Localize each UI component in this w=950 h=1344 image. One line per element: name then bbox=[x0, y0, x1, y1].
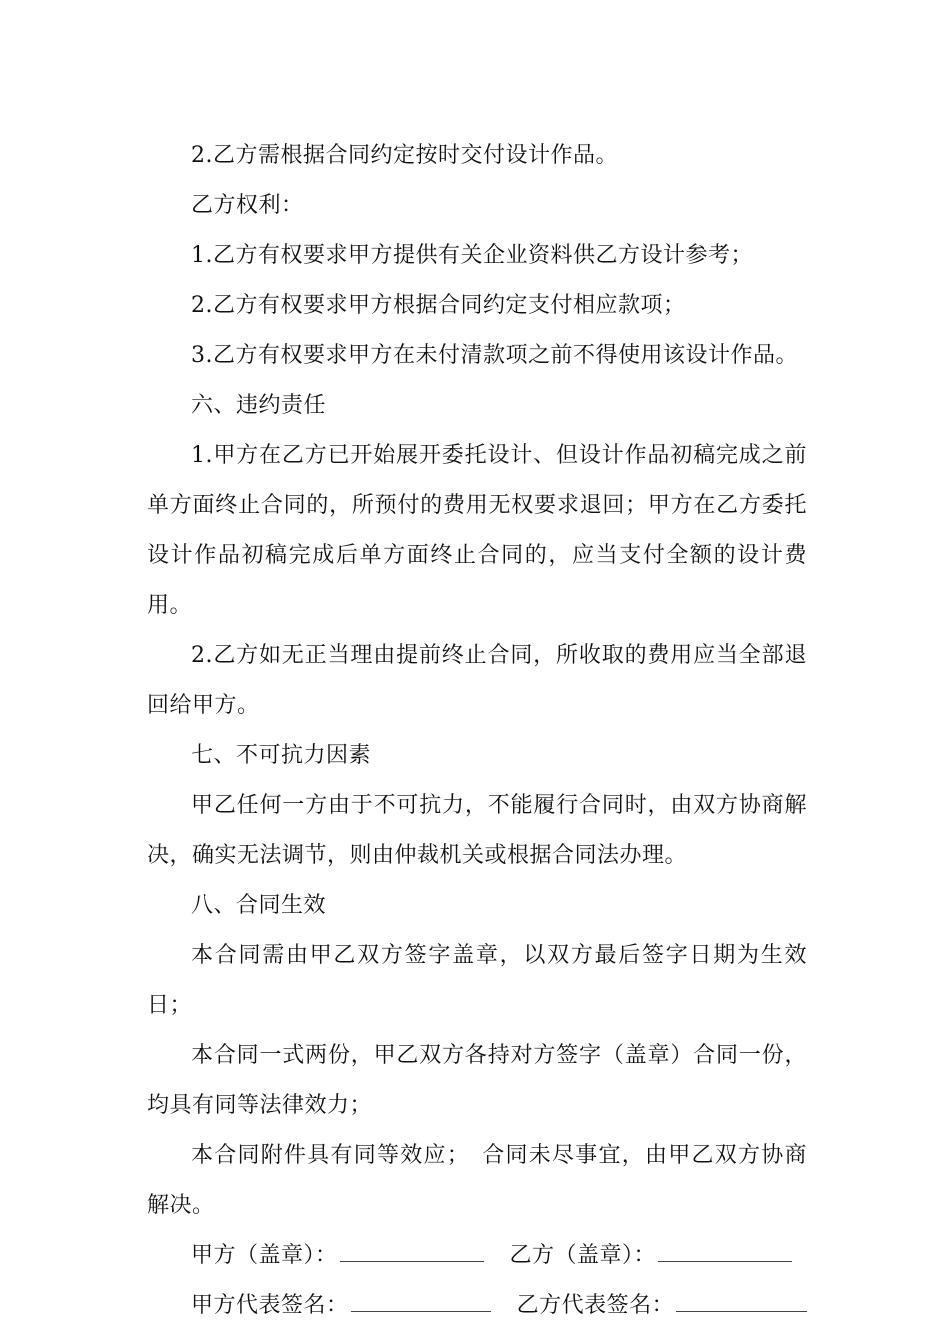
party-b-seal-blank[interactable] bbox=[658, 1233, 792, 1262]
party-b-seal-label: 乙方（盖章）： bbox=[509, 1243, 657, 1268]
clause-force-majeure: 甲乙任何一方由于不可抗力，不能履行合同时，由双方协商解决，确实无法调节，则由仲裁机关或根据合同法办理。 bbox=[147, 793, 807, 868]
party-b-rep-label: 乙方代表签名： bbox=[516, 1293, 675, 1318]
rep-signature-row bbox=[147, 1281, 807, 1331]
section-heading-effect: 八、合同生效 bbox=[191, 893, 327, 918]
clause-b-right-1: 1.乙方有权要求甲方提供有关企业资料供乙方设计参考； bbox=[191, 243, 753, 268]
clause-effect-1: 本合同需由甲乙双方签字盖章，以双方最后签字日期为生效日； bbox=[147, 943, 807, 1018]
party-b-rep-blank[interactable] bbox=[676, 1283, 807, 1312]
clause-breach-2: 2.乙方如无正当理由提前终止合同，所收取的费用应当全部退回给甲方。 bbox=[147, 643, 807, 718]
clause-b-right-2: 2.乙方有权要求甲方根据合同约定支付相应款项； bbox=[191, 293, 686, 318]
clause-effect-2: 本合同一式两份，甲乙双方各持对方签字（盖章）合同一份，均具有同等法律效力； bbox=[147, 1043, 807, 1118]
party-a-seal-blank[interactable] bbox=[340, 1233, 484, 1262]
seal-signature-row bbox=[147, 1231, 807, 1281]
party-a-rep-label: 甲方代表签名： bbox=[191, 1293, 349, 1318]
party-a-rep-blank[interactable] bbox=[351, 1283, 492, 1312]
section-heading-force-majeure: 七、不可抗力因素 bbox=[191, 743, 372, 768]
section-heading-breach: 六、违约责任 bbox=[191, 393, 327, 418]
clause-b-right-3: 3.乙方有权要求甲方在未付清款项之前不得使用该设计作品。 bbox=[191, 343, 798, 368]
clause-breach-1: 1.甲方在乙方已开始展开委托设计、但设计作品初稿完成之前单方面终止合同的，所预付的费用无权要求退回；甲方在乙方委托设计作品初稿完成后单方面终止合同的，应当支付全额的设计费用。 bbox=[147, 443, 807, 618]
heading-b-rights: 乙方权利： bbox=[191, 193, 304, 218]
party-a-seal-label: 甲方（盖章）： bbox=[191, 1243, 338, 1268]
clause-effect-3: 本合同附件具有同等效应； 合同未尽事宜，由甲乙双方协商解决。 bbox=[147, 1143, 807, 1218]
document-body bbox=[147, 131, 807, 1331]
clause-b-deliver: 2.乙方需根据合同约定按时交付设计作品。 bbox=[191, 143, 618, 168]
